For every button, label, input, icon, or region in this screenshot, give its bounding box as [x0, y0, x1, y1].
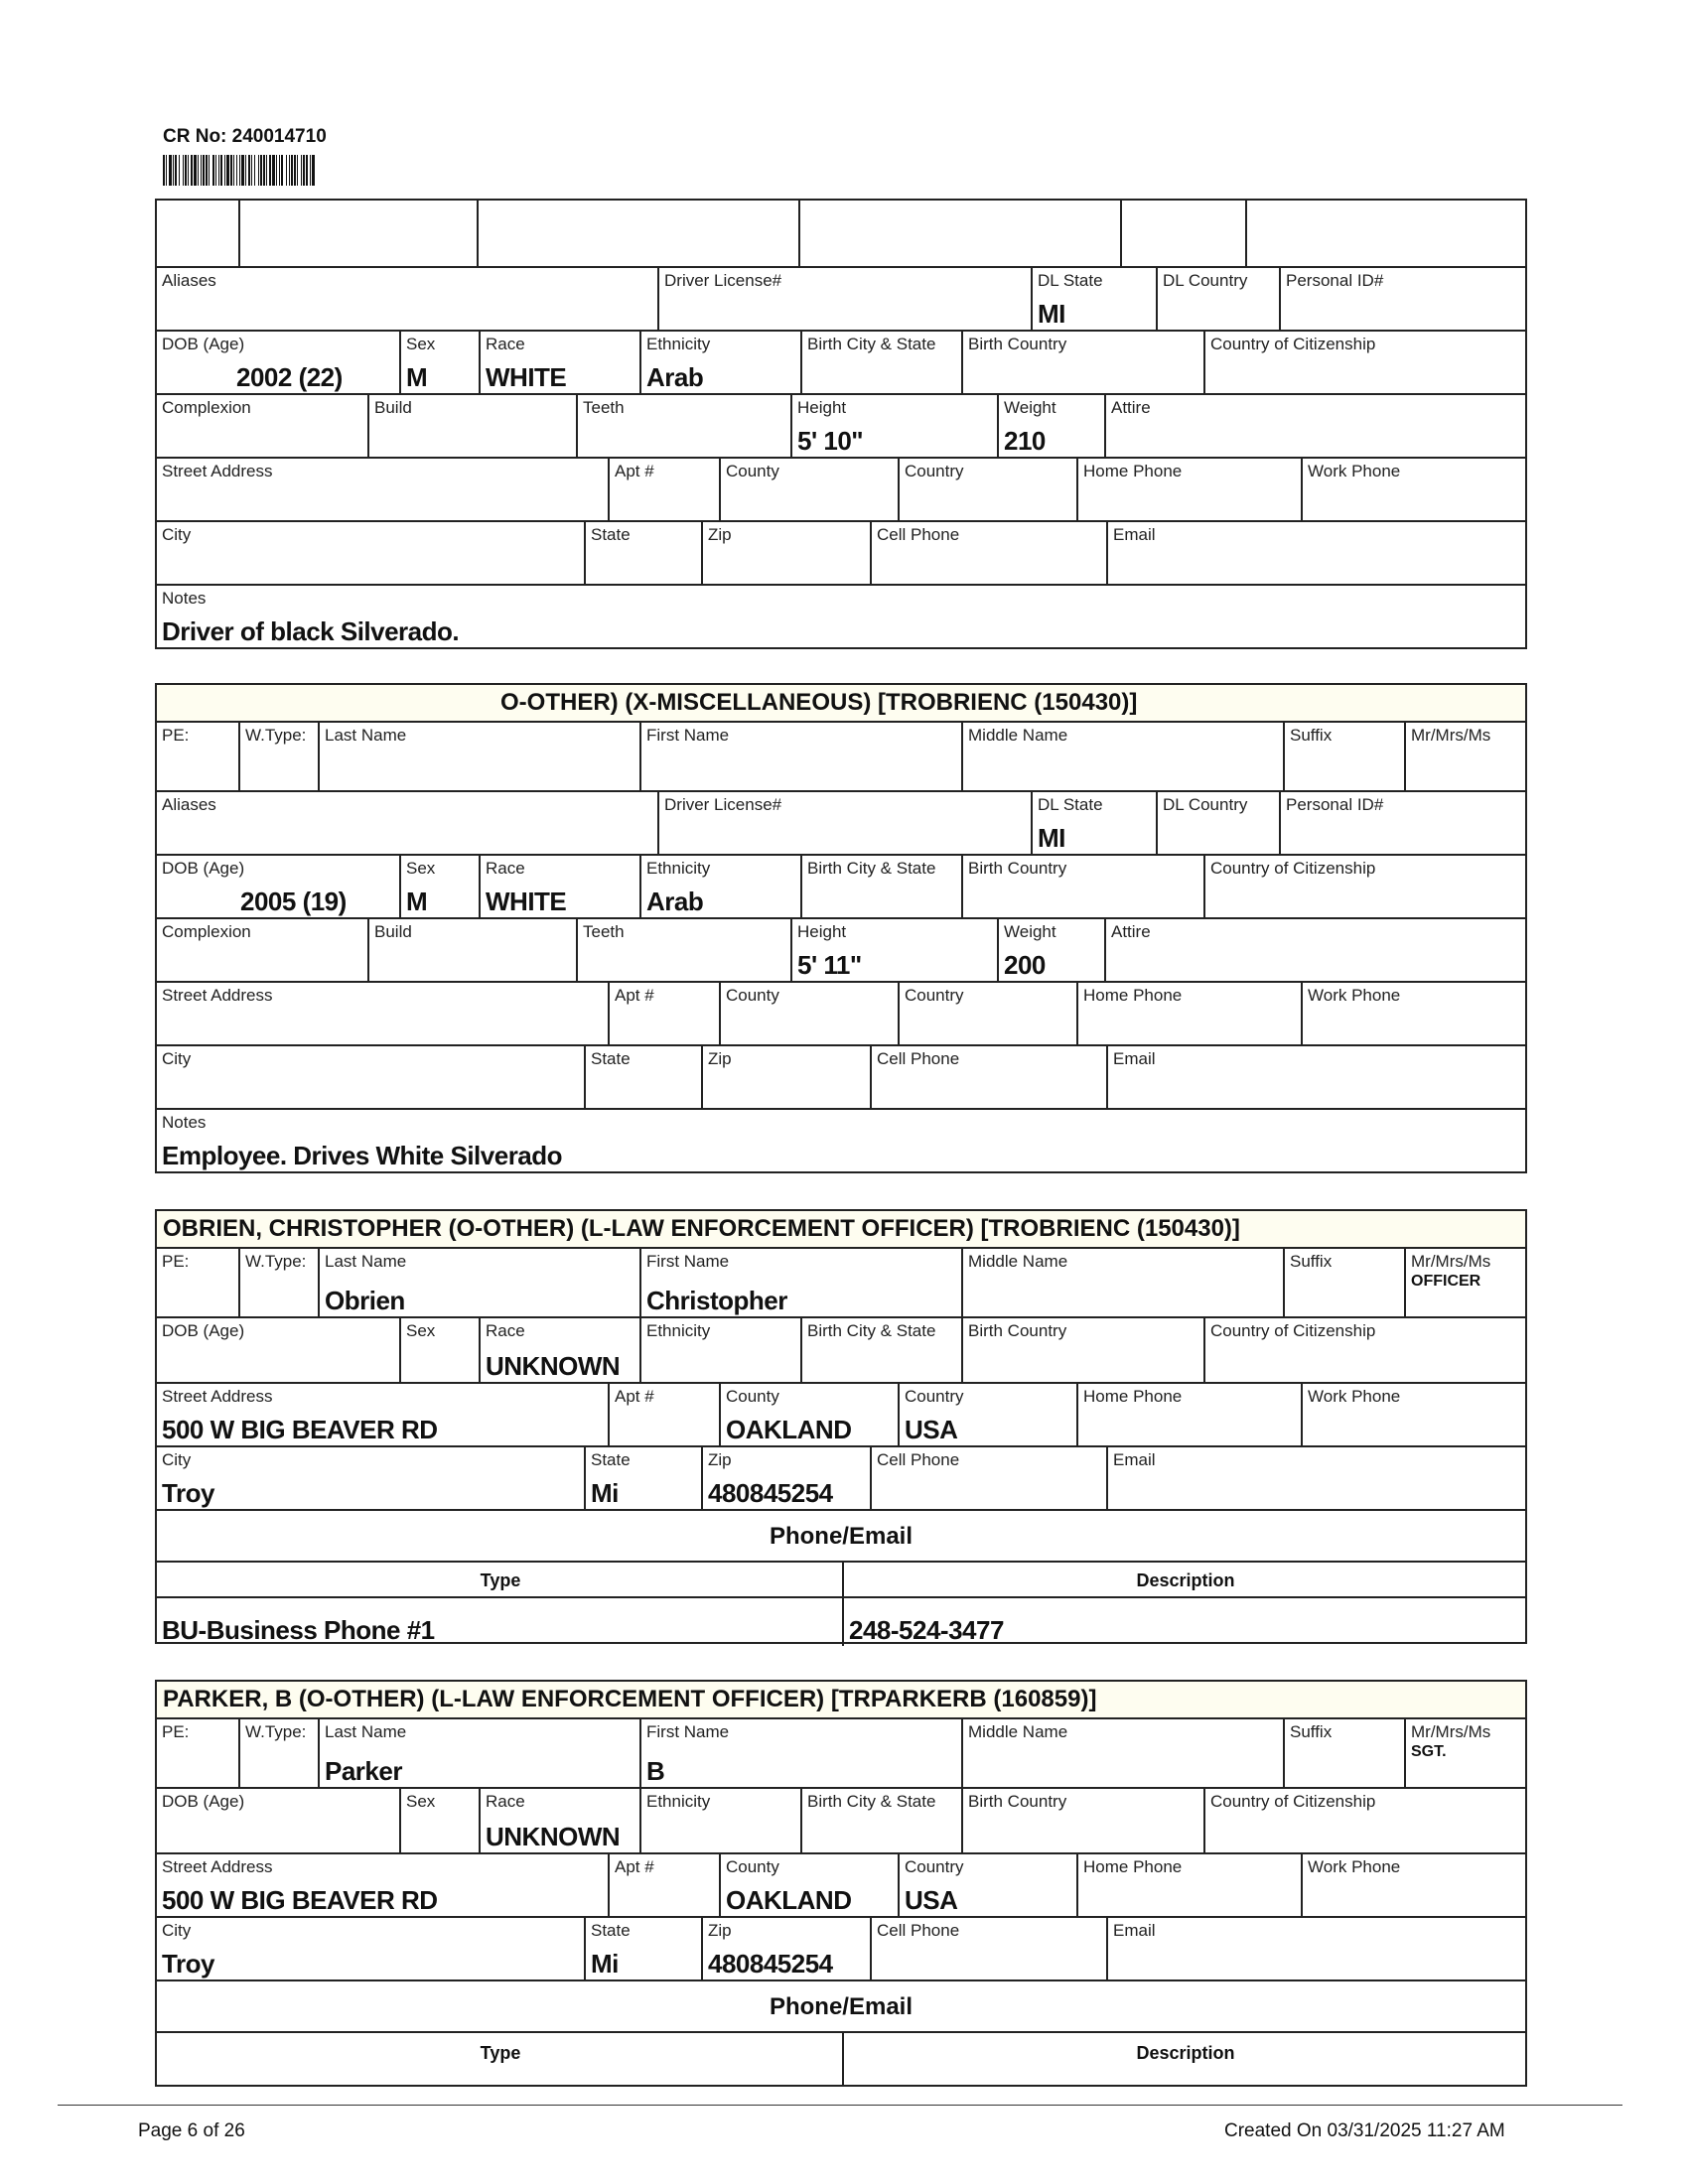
notes-value: Employee. Drives White Silverado: [162, 1141, 563, 1170]
last-name-label: Last Name: [325, 726, 407, 745]
sex-label: Sex: [406, 335, 436, 353]
last-name-value: Obrien: [325, 1286, 405, 1315]
zip-label: Zip: [708, 1450, 732, 1469]
work-phone-label: Work Phone: [1308, 462, 1401, 480]
ethnicity-value: Arab: [646, 362, 704, 392]
dob-label: DOB (Age): [162, 1792, 245, 1811]
height-value: 5' 11": [797, 950, 862, 980]
phone-type-value: BU-Business Phone #1: [162, 1615, 435, 1645]
address-row: [157, 1854, 1525, 1918]
country-label: Country: [905, 462, 964, 480]
person-header: PARKER, B (O-OTHER) (L-LAW ENFORCEMENT OFFICER) [TRPARKERB (160859)]: [157, 1682, 1525, 1719]
country-value: USA: [905, 1415, 958, 1444]
demographics-row: [157, 856, 1525, 919]
birth-country-label: Birth Country: [968, 859, 1067, 878]
phone-email-heading: Phone/Email: [157, 1511, 1525, 1563]
description-header: Description: [842, 1563, 1527, 1596]
address-row: [157, 459, 1525, 522]
suffix-label: Suffix: [1290, 726, 1333, 745]
aliases-label: Aliases: [162, 795, 216, 814]
id-row: [157, 792, 1525, 856]
apt-label: Apt #: [615, 986, 654, 1005]
city-label: City: [162, 1921, 192, 1940]
person-section-1: [155, 199, 1527, 649]
first-name-label: First Name: [646, 1252, 730, 1271]
suffix-label: Suffix: [1290, 1722, 1333, 1741]
first-name-label: First Name: [646, 726, 730, 745]
last-name-label: Last Name: [325, 1252, 407, 1271]
height-value: 5' 10": [797, 426, 864, 456]
attire-label: Attire: [1111, 398, 1151, 417]
home-phone-label: Home Phone: [1083, 462, 1183, 480]
cell-phone-label: Cell Phone: [877, 1921, 960, 1940]
street-value: 500 W BIG BEAVER RD: [162, 1885, 438, 1915]
email-label: Email: [1113, 1921, 1156, 1940]
ethnicity-label: Ethnicity: [646, 1792, 711, 1811]
apt-label: Apt #: [615, 1387, 654, 1406]
person-header: OBRIEN, CHRISTOPHER (O-OTHER) (L-LAW ENFORCEMENT OFFICER) [TROBRIENC (150430)]: [157, 1211, 1525, 1249]
phone-email-heading: Phone/Email: [157, 1981, 1525, 2033]
country-label: Country: [905, 986, 964, 1005]
citizenship-label: Country of Citizenship: [1210, 1792, 1376, 1811]
birth-country-label: Birth Country: [968, 1792, 1067, 1811]
sex-value: M: [406, 887, 428, 916]
ethnicity-label: Ethnicity: [646, 859, 711, 878]
zip-label: Zip: [708, 1921, 732, 1940]
county-label: County: [726, 1387, 779, 1406]
wtype-label: W.Type:: [245, 1722, 307, 1741]
sex-value: M: [406, 362, 428, 392]
city-row: [157, 1918, 1525, 1981]
last-name-label: Last Name: [325, 1722, 407, 1741]
race-value: UNKNOWN: [486, 1822, 621, 1851]
cell-phone-label: Cell Phone: [877, 1049, 960, 1068]
address-row: [157, 983, 1525, 1046]
wtype-label: W.Type:: [245, 1252, 307, 1271]
teeth-label: Teeth: [583, 922, 625, 941]
weight-value: 210: [1004, 426, 1046, 456]
county-value: OAKLAND: [726, 1885, 852, 1915]
dl-state-label: DL State: [1038, 271, 1103, 290]
race-label: Race: [486, 859, 525, 878]
county-value: OAKLAND: [726, 1415, 852, 1444]
title-value: SGT.: [1411, 1743, 1447, 1760]
type-header: Type: [480, 2043, 521, 2063]
street-label: Street Address: [162, 462, 273, 480]
county-label: County: [726, 986, 779, 1005]
phone-table-header: [157, 2033, 1525, 2085]
teeth-label: Teeth: [583, 398, 625, 417]
race-label: Race: [486, 335, 525, 353]
work-phone-label: Work Phone: [1308, 1387, 1401, 1406]
home-phone-label: Home Phone: [1083, 1387, 1183, 1406]
title-label: Mr/Mrs/Ms: [1411, 1722, 1491, 1741]
name-row: [157, 1719, 1525, 1789]
country-label: Country: [905, 1857, 964, 1876]
birth-city-label: Birth City & State: [807, 335, 936, 353]
dl-country-label: DL Country: [1163, 795, 1248, 814]
complexion-label: Complexion: [162, 398, 251, 417]
city-label: City: [162, 1450, 192, 1469]
state-label: State: [591, 1450, 631, 1469]
city-label: City: [162, 1049, 192, 1068]
sex-label: Sex: [406, 859, 436, 878]
notes-label: Notes: [162, 1113, 207, 1132]
birth-city-label: Birth City & State: [807, 1792, 936, 1811]
personal-id-label: Personal ID#: [1286, 795, 1384, 814]
driver-license-label: Driver License#: [664, 271, 782, 290]
phone-table-row: [157, 1598, 1525, 1646]
phone-table-header: [157, 1563, 1525, 1598]
county-label: County: [726, 1857, 779, 1876]
build-label: Build: [374, 922, 412, 941]
race-value: WHITE: [486, 362, 567, 392]
street-label: Street Address: [162, 1857, 273, 1876]
city-label: City: [162, 525, 192, 544]
physical-row: [157, 395, 1525, 459]
person-section-2: [155, 683, 1527, 1173]
type-header: Type: [480, 1570, 521, 1590]
birth-country-label: Birth Country: [968, 1321, 1067, 1340]
demographics-row: [157, 1318, 1525, 1384]
zip-label: Zip: [708, 525, 732, 544]
sex-label: Sex: [406, 1321, 436, 1340]
dob-value: 2002 (22): [236, 362, 343, 392]
cell-phone-label: Cell Phone: [877, 1450, 960, 1469]
citizenship-label: Country of Citizenship: [1210, 1321, 1376, 1340]
pe-label: PE:: [162, 1252, 190, 1271]
demographics-row: [157, 1789, 1525, 1854]
street-value: 500 W BIG BEAVER RD: [162, 1415, 438, 1444]
ethnicity-value: Arab: [646, 887, 704, 916]
person-section-3: [155, 1209, 1527, 1644]
person-header-text: O-OTHER) (X-MISCELLANEOUS) [TROBRIENC (150430)]: [500, 689, 1138, 716]
email-label: Email: [1113, 1450, 1156, 1469]
country-label: Country: [905, 1387, 964, 1406]
sex-label: Sex: [406, 1792, 436, 1811]
weight-label: Weight: [1004, 922, 1056, 941]
country-value: USA: [905, 1885, 958, 1915]
cr-number: CR No: 240014710: [163, 126, 327, 147]
notes-label: Notes: [162, 589, 207, 608]
state-label: State: [591, 1049, 631, 1068]
physical-row: [157, 919, 1525, 983]
state-value: Mi: [591, 1949, 619, 1979]
dob-label: DOB (Age): [162, 859, 245, 878]
height-label: Height: [797, 398, 847, 417]
height-label: Height: [797, 922, 847, 941]
title-label: Mr/Mrs/Ms: [1411, 1252, 1491, 1271]
weight-value: 200: [1004, 950, 1046, 980]
name-row: [157, 1249, 1525, 1318]
person-section-4: [155, 1680, 1527, 2087]
address-row: [157, 1384, 1525, 1447]
build-label: Build: [374, 398, 412, 417]
work-phone-label: Work Phone: [1308, 1857, 1401, 1876]
notes-value: Driver of black Silverado.: [162, 616, 460, 646]
notes-row: [157, 1110, 1525, 1171]
apt-label: Apt #: [615, 1857, 654, 1876]
barcode-image: [163, 155, 425, 186]
complexion-label: Complexion: [162, 922, 251, 941]
dl-state-value: MI: [1038, 299, 1065, 329]
notes-row: [157, 586, 1525, 647]
city-value: Troy: [162, 1478, 214, 1508]
dl-country-label: DL Country: [1163, 271, 1248, 290]
description-header: Description: [842, 2033, 1527, 2085]
title-label: Mr/Mrs/Ms: [1411, 726, 1491, 745]
citizenship-label: Country of Citizenship: [1210, 859, 1376, 878]
aliases-label: Aliases: [162, 271, 216, 290]
ethnicity-label: Ethnicity: [646, 1321, 711, 1340]
middle-name-label: Middle Name: [968, 1252, 1068, 1271]
birth-country-label: Birth Country: [968, 335, 1067, 353]
first-name-value: Christopher: [646, 1286, 787, 1315]
street-label: Street Address: [162, 986, 273, 1005]
county-label: County: [726, 462, 779, 480]
last-name-value: Parker: [325, 1756, 402, 1786]
person-header: [157, 685, 1525, 723]
email-label: Email: [1113, 1049, 1156, 1068]
race-label: Race: [486, 1321, 525, 1340]
birth-city-label: Birth City & State: [807, 1321, 936, 1340]
middle-name-label: Middle Name: [968, 1722, 1068, 1741]
suffix-label: Suffix: [1290, 1252, 1333, 1271]
race-label: Race: [486, 1792, 525, 1811]
street-label: Street Address: [162, 1387, 273, 1406]
city-row: [157, 1046, 1525, 1110]
apt-label: Apt #: [615, 462, 654, 480]
state-label: State: [591, 525, 631, 544]
wtype-label: W.Type:: [245, 726, 307, 745]
footer-divider: [58, 2105, 1622, 2106]
state-value: Mi: [591, 1478, 619, 1508]
name-row: [157, 201, 1525, 268]
demographics-row: [157, 332, 1525, 395]
dl-state-value: MI: [1038, 823, 1065, 853]
pe-label: PE:: [162, 1722, 190, 1741]
zip-value: 480845254: [708, 1478, 833, 1508]
phone-description-value: 248-524-3477: [849, 1615, 1004, 1645]
cell-phone-label: Cell Phone: [877, 525, 960, 544]
citizenship-label: Country of Citizenship: [1210, 335, 1376, 353]
personal-id-label: Personal ID#: [1286, 271, 1384, 290]
birth-city-label: Birth City & State: [807, 859, 936, 878]
page-number: Page 6 of 26: [138, 2120, 245, 2141]
zip-label: Zip: [708, 1049, 732, 1068]
zip-value: 480845254: [708, 1949, 833, 1979]
city-value: Troy: [162, 1949, 214, 1979]
attire-label: Attire: [1111, 922, 1151, 941]
dl-state-label: DL State: [1038, 795, 1103, 814]
work-phone-label: Work Phone: [1308, 986, 1401, 1005]
race-value: UNKNOWN: [486, 1351, 621, 1381]
home-phone-label: Home Phone: [1083, 1857, 1183, 1876]
dob-label: DOB (Age): [162, 335, 245, 353]
state-label: State: [591, 1921, 631, 1940]
race-value: WHITE: [486, 887, 567, 916]
dob-label: DOB (Age): [162, 1321, 245, 1340]
dob-value: 2005 (19): [240, 887, 347, 916]
weight-label: Weight: [1004, 398, 1056, 417]
email-label: Email: [1113, 525, 1156, 544]
id-row: [157, 268, 1525, 332]
first-name-value: B: [646, 1756, 665, 1786]
created-timestamp: Created On 03/31/2025 11:27 AM: [1224, 2120, 1505, 2141]
ethnicity-label: Ethnicity: [646, 335, 711, 353]
first-name-label: First Name: [646, 1722, 730, 1741]
city-row: [157, 1447, 1525, 1511]
pe-label: PE:: [162, 726, 190, 745]
name-row: [157, 723, 1525, 792]
driver-license-label: Driver License#: [664, 795, 782, 814]
home-phone-label: Home Phone: [1083, 986, 1183, 1005]
title-value: OFFICER: [1411, 1273, 1481, 1290]
middle-name-label: Middle Name: [968, 726, 1068, 745]
city-row: [157, 522, 1525, 586]
